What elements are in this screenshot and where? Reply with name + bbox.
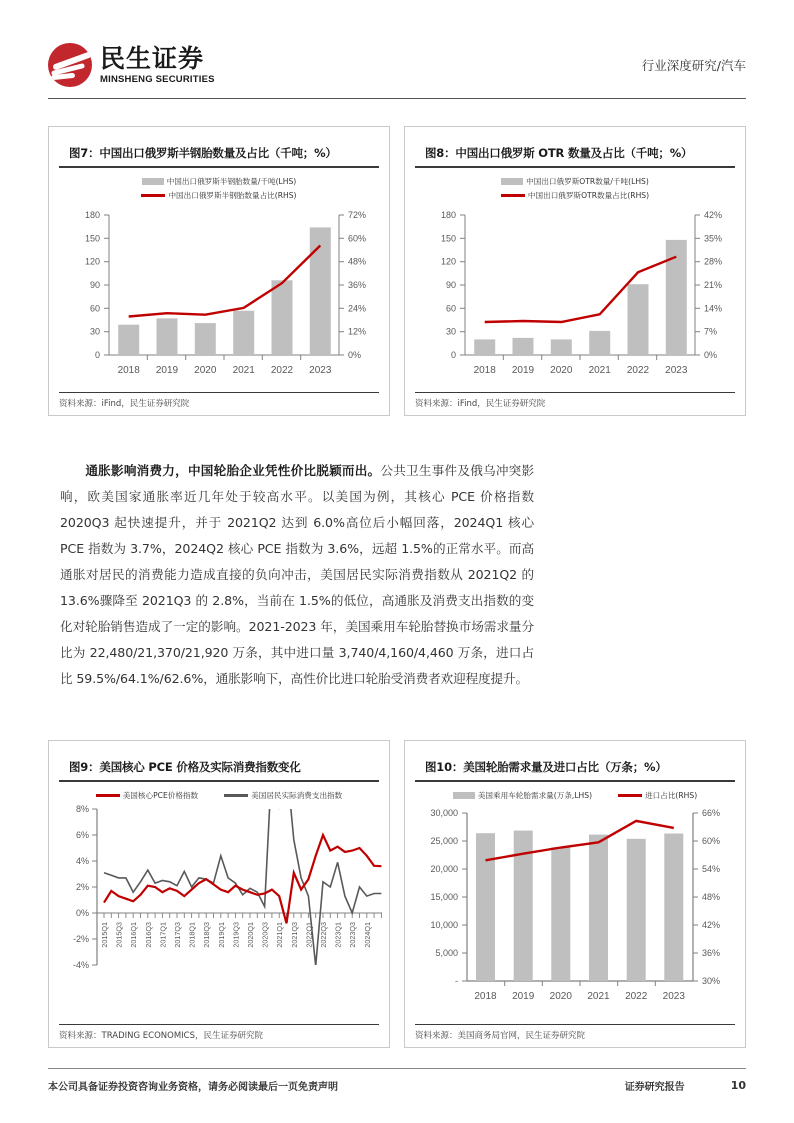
svg-text:2020Q3: 2020Q3: [260, 922, 270, 948]
figure-7-title: 图7：中国出口俄罗斯半钢胎数量及占比（千吨；%）: [59, 135, 379, 168]
svg-text:2023: 2023: [662, 991, 685, 1002]
figure-10-panel: [404, 740, 746, 1048]
svg-text:0%: 0%: [704, 350, 718, 360]
svg-text:2018: 2018: [473, 365, 496, 376]
svg-text:2020: 2020: [194, 365, 217, 376]
legend-label: 美国居民实际消费支出指数: [251, 791, 343, 800]
svg-text:35%: 35%: [704, 233, 723, 244]
svg-text:120: 120: [440, 256, 456, 267]
svg-text:-4%: -4%: [72, 960, 89, 970]
svg-text:120: 120: [84, 256, 100, 267]
figure-9-legend: [49, 790, 389, 801]
svg-text:30: 30: [89, 326, 100, 337]
header-divider: [48, 98, 746, 99]
svg-text:2021: 2021: [232, 365, 255, 376]
svg-text:21%: 21%: [704, 280, 723, 290]
svg-text:36%: 36%: [348, 280, 367, 290]
svg-text:2022: 2022: [626, 365, 650, 376]
figure-10-source: 资料来源：美国商务局官网，民生证券研究院: [415, 1024, 735, 1041]
svg-text:2023Q1: 2023Q1: [333, 922, 343, 948]
svg-text:24%: 24%: [348, 303, 367, 314]
svg-text:15,000: 15,000: [430, 892, 458, 902]
legend-item-line: [141, 190, 296, 201]
legend-item-line: [618, 790, 697, 801]
svg-text:2018Q3: 2018Q3: [202, 922, 212, 948]
legend-label: 中国出口俄罗斯半钢胎数量/千吨(LHS): [166, 177, 297, 186]
svg-text:2020: 2020: [550, 365, 573, 376]
svg-text:42%: 42%: [702, 920, 721, 930]
legend-label: 中国出口俄罗斯OTR数量占比(RHS): [527, 191, 650, 200]
svg-text:2021Q3: 2021Q3: [289, 922, 299, 948]
svg-text:60%: 60%: [702, 836, 721, 846]
minsheng-logo-icon: [48, 43, 92, 87]
legend-item-bars: [501, 176, 649, 187]
legend-bar-swatch-icon: [142, 178, 164, 185]
svg-text:90: 90: [445, 280, 456, 290]
svg-text:60: 60: [89, 303, 100, 314]
legend-line-swatch-icon: [618, 794, 642, 797]
svg-text:60%: 60%: [348, 233, 367, 244]
svg-text:66%: 66%: [702, 808, 721, 818]
svg-text:30%: 30%: [702, 976, 721, 986]
svg-text:2016Q1: 2016Q1: [129, 922, 139, 948]
svg-text:48%: 48%: [702, 892, 721, 902]
legend-item-bars: [453, 790, 592, 801]
svg-text:8%: 8%: [75, 804, 89, 814]
figure-8-legend: [405, 176, 745, 201]
svg-text:-: -: [455, 976, 458, 986]
svg-text:2017Q3: 2017Q3: [173, 922, 182, 948]
figure-10-plot: [405, 803, 747, 1023]
svg-text:0%: 0%: [75, 908, 89, 918]
figure-7-panel: [48, 126, 390, 416]
svg-text:7%: 7%: [704, 326, 718, 337]
svg-text:4%: 4%: [75, 856, 89, 866]
svg-text:180: 180: [84, 210, 100, 220]
svg-text:30: 30: [445, 326, 456, 337]
svg-text:2016Q3: 2016Q3: [143, 922, 153, 948]
figure-8-title: 图8：中国出口俄罗斯 OTR 数量及占比（千吨；%）: [415, 135, 735, 168]
legend-gray-line-swatch-icon: [224, 794, 248, 797]
svg-text:0: 0: [94, 350, 100, 360]
svg-text:90: 90: [89, 280, 100, 290]
svg-text:6%: 6%: [75, 830, 89, 840]
svg-text:25,000: 25,000: [430, 836, 458, 846]
svg-text:36%: 36%: [702, 948, 721, 958]
svg-text:2018: 2018: [474, 991, 497, 1002]
svg-text:2022Q1: 2022Q1: [304, 922, 314, 948]
svg-text:2019Q3: 2019Q3: [231, 922, 241, 948]
svg-text:48%: 48%: [348, 256, 367, 267]
header-category-label: 行业深度研究/汽车: [641, 58, 746, 73]
paragraph-lead: 通胀影响消费力，中国轮胎企业凭性价比脱颖而出。: [85, 463, 381, 478]
page-footer: [48, 1078, 746, 1093]
svg-text:10,000: 10,000: [430, 920, 458, 930]
body-paragraph: [60, 458, 534, 692]
footer-page-number: 10: [730, 1079, 746, 1092]
page-header: [48, 34, 746, 96]
svg-text:2017Q1: 2017Q1: [158, 922, 168, 948]
svg-text:180: 180: [440, 210, 456, 220]
svg-text:2%: 2%: [75, 882, 89, 892]
svg-text:2015Q1: 2015Q1: [100, 922, 109, 948]
svg-text:28%: 28%: [704, 256, 723, 267]
svg-text:2022Q3: 2022Q3: [319, 922, 328, 948]
svg-text:150: 150: [84, 233, 100, 244]
svg-text:2023Q3: 2023Q3: [348, 922, 358, 948]
legend-item-consumption: [224, 790, 342, 801]
legend-line-swatch-icon: [501, 194, 525, 197]
svg-text:12%: 12%: [348, 326, 367, 337]
svg-text:0%: 0%: [348, 350, 362, 360]
svg-text:2019Q1: 2019Q1: [216, 922, 226, 948]
figure-8-plot: [405, 203, 747, 383]
svg-text:2022: 2022: [625, 991, 648, 1002]
legend-line-swatch-icon: [141, 194, 165, 197]
svg-text:42%: 42%: [704, 210, 723, 220]
svg-text:2021: 2021: [587, 991, 610, 1002]
figure-8-source: 资料来源：iFind，民生证券研究院: [415, 392, 735, 409]
figure-9-title: 图9：美国核心 PCE 价格及实际消费指数变化: [59, 749, 379, 782]
figure-8-panel: [404, 126, 746, 416]
legend-item-pce: [96, 790, 198, 801]
footer-divider: [48, 1068, 746, 1069]
legend-label: 进口占比(RHS): [645, 791, 698, 800]
legend-label: 中国出口俄罗斯OTR数量/千吨(LHS): [526, 177, 649, 186]
legend-item-bars: [142, 176, 297, 187]
footer-report-label: 证券研究报告: [624, 1082, 685, 1093]
svg-text:72%: 72%: [348, 210, 367, 220]
legend-bar-swatch-icon: [501, 178, 523, 185]
svg-text:0: 0: [450, 350, 456, 360]
figure-7-plot: [49, 203, 391, 383]
svg-text:2018: 2018: [117, 365, 140, 376]
figure-9-plot: [49, 803, 391, 1023]
figure-7-source: 资料来源：iFind，民生证券研究院: [59, 392, 379, 409]
svg-text:2019: 2019: [512, 991, 535, 1002]
svg-text:14%: 14%: [704, 303, 723, 314]
legend-item-line: [501, 190, 649, 201]
svg-text:-2%: -2%: [72, 934, 89, 944]
svg-text:2022: 2022: [270, 365, 294, 376]
legend-line-swatch-icon: [96, 794, 120, 797]
logo-chinese-name: 民生证券: [100, 43, 205, 73]
figure-10-legend: [405, 790, 745, 801]
legend-label: 中国出口俄罗斯半钢胎数量占比(RHS): [168, 191, 297, 200]
svg-text:2018Q1: 2018Q1: [187, 922, 197, 948]
svg-text:2021: 2021: [588, 365, 611, 376]
company-logo: [48, 43, 215, 87]
svg-text:5,000: 5,000: [435, 948, 458, 958]
svg-text:2019: 2019: [155, 365, 179, 376]
svg-text:2019: 2019: [511, 365, 535, 376]
svg-text:20,000: 20,000: [430, 864, 458, 874]
figure-9-source: 资料来源：TRADING ECONOMICS，民生证券研究院: [59, 1024, 379, 1041]
svg-text:2024Q1: 2024Q1: [362, 922, 372, 948]
svg-text:150: 150: [440, 233, 456, 244]
svg-text:2015Q3: 2015Q3: [114, 922, 124, 948]
legend-label: 美国乘用车轮胎需求量(万条,LHS): [477, 791, 593, 800]
svg-text:60: 60: [445, 303, 456, 314]
paragraph-body: 公共卫生事件及俄乌冲突影响，欧美国家通胀率近几年处于较高水平。以美国为例，其核心 PCE 价格指数 2020Q3 起快速提升，并于 2021Q2 达到 6.0%高位后小幅回落，2024Q1 核心 PCE 指数为 3.7%，2024Q2 核心 PCE 指数为 3.6%，远超 1.5%的正常水平。而高通胀对居民的消费能力造成直接的负向冲击，美国居民实际消费指数从 2021Q2 的 13.6%骤降至 2021Q3 的 2.8%，当前在 1.5%的低位，高通胀及消费支出指数的变化对轮胎销售造成了一定的影响。2021-2023 年，美国乘用车轮胎替换市场需求量分比为 22,480/21,370/21,920 万条，其中进口量 3,740/4,160/4,460 万条，进口占比 59.5%/64.1%/62.6%，通胀影响下，高性价比进口轮胎受消费者欢迎程度提升。: [60, 463, 534, 686]
svg-text:54%: 54%: [702, 864, 721, 874]
svg-text:2021Q1: 2021Q1: [275, 922, 285, 948]
figure-10-title: 图10：美国轮胎需求量及进口占比（万条；%）: [415, 749, 735, 782]
figure-9-panel: [48, 740, 390, 1048]
footer-disclaimer: 本公司具备证券投资咨询业务资格，请务必阅读最后一页免责声明: [48, 1082, 338, 1093]
legend-bar-swatch-icon: [453, 792, 475, 799]
svg-text:2023: 2023: [309, 365, 332, 376]
svg-text:2023: 2023: [665, 365, 688, 376]
svg-text:2020: 2020: [549, 991, 572, 1002]
logo-english-name: MINSHENG SECURITIES: [100, 73, 215, 85]
legend-label: 美国核心PCE价格指数: [122, 791, 199, 800]
svg-text:30,000: 30,000: [430, 808, 458, 818]
svg-text:2020Q1: 2020Q1: [246, 922, 255, 948]
figure-7-legend: [49, 176, 389, 201]
